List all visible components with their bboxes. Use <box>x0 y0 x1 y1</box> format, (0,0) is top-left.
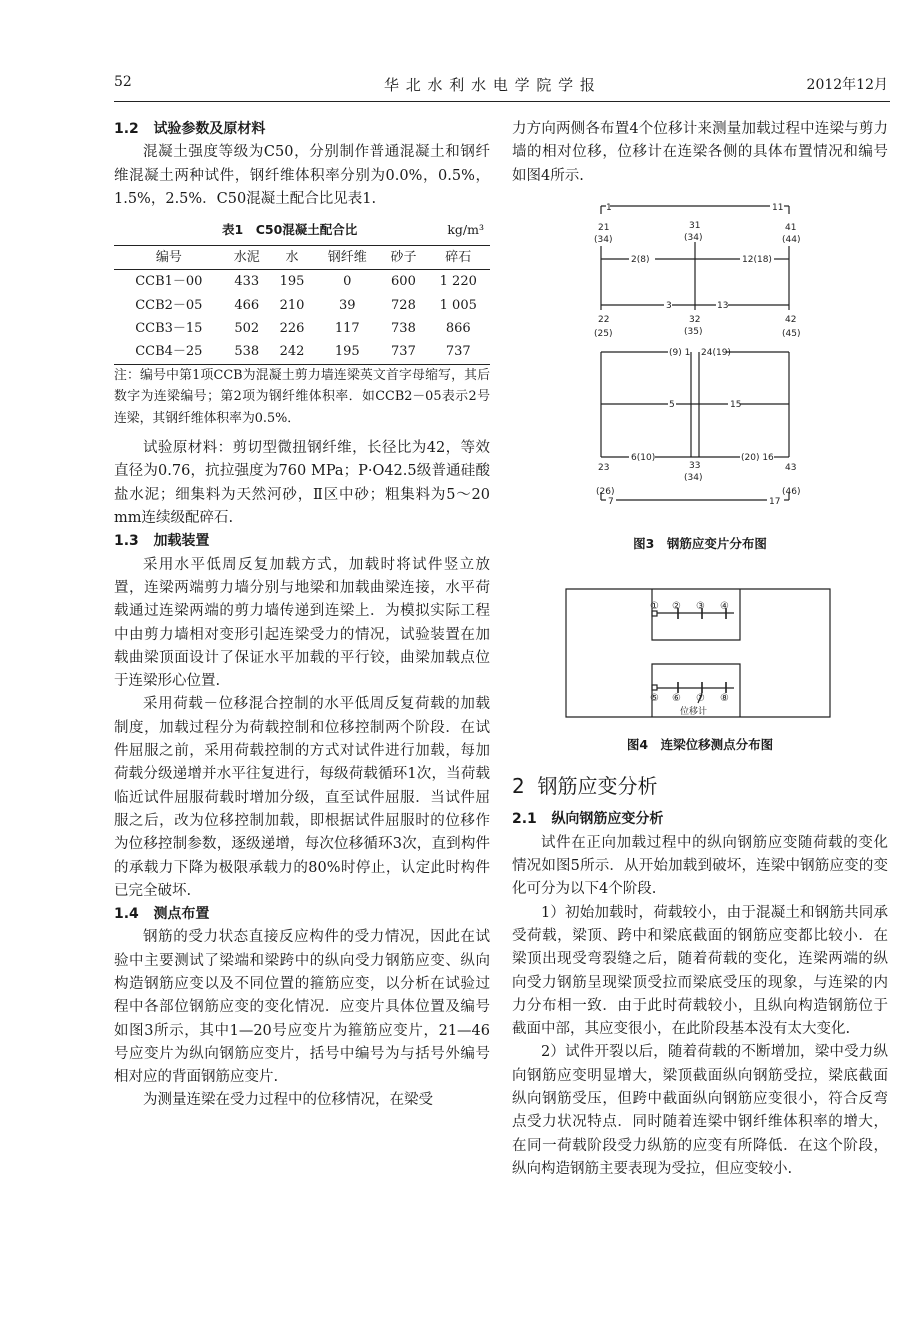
table-cell: 737 <box>445 344 471 360</box>
page-number: 52 <box>114 74 132 90</box>
displacement-point-5: ⑤ <box>650 693 659 705</box>
table-1 <box>114 245 490 364</box>
gauge-label: (26) <box>596 486 615 497</box>
gauge-label: 17 <box>769 496 781 507</box>
table-cell: 242 <box>279 344 305 360</box>
gauge-label: 33 <box>689 460 701 471</box>
section-1-2-heading <box>114 118 490 141</box>
table-row <box>114 270 490 294</box>
table-header-cell: 碎石 <box>445 250 472 266</box>
gauge-label: (35) <box>684 326 703 337</box>
gauge-label: (34) <box>684 472 703 483</box>
figure-4-caption: 图4 连梁位移测点分布图 <box>626 737 774 753</box>
section-title: 纵向钢筋应变分析 <box>551 811 664 828</box>
displacement-point-4: ④ <box>720 601 729 613</box>
table-header-cell: 水泥 <box>233 250 260 266</box>
section-title: 试验参数及原材料 <box>153 121 266 137</box>
gauge-label: 23 <box>598 462 610 473</box>
gauge-label: 1 <box>606 202 612 213</box>
table-row <box>114 340 490 364</box>
table-1-title-row <box>114 219 490 241</box>
gauge-label: 41 <box>785 222 797 233</box>
table-header-cell: 砂子 <box>390 250 417 266</box>
table-cell: 433 <box>234 274 260 290</box>
figure-3-strain-gauge-layout <box>512 202 888 524</box>
table-cell: 737 <box>391 344 416 360</box>
figure-3-caption: 图3 钢筋应变片分布图 <box>633 535 767 551</box>
section-2-heading <box>512 772 888 800</box>
table-header-cell: 编号 <box>155 250 182 266</box>
table-row <box>114 317 490 340</box>
right-column <box>512 118 888 1181</box>
table-cell: 117 <box>334 321 360 337</box>
journal-title: 华 北 水 利 水 电 学 院 学 报 <box>384 76 596 94</box>
paragraph: 采用水平低周反复加载方式，加载时将试件竖立放置，连梁两端剪力墙分别与地梁和加载曲梁连接，水平荷载通过连梁两端的剪力墙传递到连梁上．为模拟实际工程中由剪力墙相对变形引起连梁受力的情况，试验装置在加载曲梁顶面设计了保证水平加载的平行铰，曲梁加载点位于连梁形心位置. <box>114 556 490 690</box>
gauge-label: 5 <box>669 399 675 410</box>
section-title: 加载装置 <box>153 533 210 550</box>
displacement-point-7: ⑦ <box>696 693 705 705</box>
gauge-label: (20) 16 <box>741 452 774 463</box>
table-cell: CCB3－15 <box>135 321 203 337</box>
paragraph: 力方向两侧各布置4个位移计来测量加载过程中连梁与剪力墙的相对位移，位移计在连梁各侧的具体布置情况和编号如图4所示. <box>512 121 888 184</box>
table-cell: 1 220 <box>439 274 477 290</box>
section-number: 2 <box>512 774 525 799</box>
left-column <box>114 118 490 1113</box>
paragraph: 试验原材料：剪切型微扭钢纤维，长径比为42，等效直径为0.76，抗拉强度为760 MPa；P·O42.5级普通硅酸盐水泥；细集料为天然河砂，Ⅱ区中砂；粗集料为5～20 mm连续级配碎石. <box>114 440 490 527</box>
table-cell: 728 <box>391 297 416 313</box>
section-number: 2.1 <box>512 811 537 828</box>
header-rule <box>114 101 890 102</box>
table-1-note: 注：编号中第1项CCB为混凝土剪力墙连梁英文首字母缩写，其后数字为连梁编号；第2项为钢纤维体积率．如CCB2－05表示2号连梁，其钢纤维体积率为0.5%． <box>114 367 490 426</box>
table-cell: CCB4－25 <box>135 344 203 360</box>
displacement-point-6: ⑥ <box>672 693 681 705</box>
gauge-label: 11 <box>772 202 784 213</box>
table-cell: 738 <box>391 321 416 337</box>
gauge-label: 6(10) <box>631 452 656 463</box>
table-cell: 195 <box>334 344 360 360</box>
table-cell: CCB1－00 <box>135 274 203 290</box>
paragraph: 为测量连梁在受力过程中的位移情况，在梁受 <box>143 1092 433 1109</box>
gauge-label: (34) <box>594 234 613 245</box>
displacement-point-3: ③ <box>696 601 705 613</box>
gauge-label: 21 <box>598 222 610 233</box>
gauge-label: 42 <box>785 314 797 325</box>
gauge-label: 24(19) <box>701 347 731 358</box>
table-cell: 466 <box>234 297 260 313</box>
section-2-1-heading <box>512 808 888 831</box>
gauge-label: 43 <box>785 462 797 473</box>
gauge-label: (34) <box>684 232 703 243</box>
paragraph: 钢筋的受力状态直接反应构件的受力情况，因此在试验中主要测试了梁端和梁跨中的纵向受力钢筋应变、纵向构造钢筋应变以及不同位置的箍筋应变，以分析在试验过程中各部位钢筋应变的变化情况．应变片具体位置及编号如图3所示，其中1—20号应变片为箍筋应变片，21—46号应变片为纵向钢筋应变片，括号中编号为与括号外编号相对应的背面钢筋应变片. <box>114 929 490 1086</box>
gauge-label: (25) <box>594 328 613 339</box>
table-row <box>114 294 490 317</box>
gauge-label: (45) <box>782 328 801 339</box>
table-cell: CCB2－05 <box>135 297 203 313</box>
table-1-title: 表1 C50混凝土配合比 <box>222 222 358 238</box>
gauge-label: (9) 1 <box>669 347 691 358</box>
displacement-point-1: ① <box>650 601 659 613</box>
section-number: 1.2 <box>114 121 139 137</box>
section-title: 钢筋应变分析 <box>537 774 658 799</box>
gauge-label: 31 <box>689 220 701 231</box>
gauge-label: 3 <box>666 300 672 311</box>
paragraph: 1）初始加载时，荷载较小，由于混凝土和钢筋共同承受荷载，梁顶、跨中和梁底截面的钢筋应变都比较小．在梁顶出现受弯裂缝之后，随着荷载的变化，连梁两端的纵向受力钢筋呈现梁顶受拉而梁底受压的现象，与连梁的内力分布相一致．由于此时荷载较小，且纵向构造钢筋位于截面中部，其应变很小，在此阶段基本没有太大变化. <box>512 904 888 1038</box>
gauge-label: 7 <box>608 496 614 507</box>
displacement-point-2: ② <box>672 601 681 613</box>
table-cell: 195 <box>279 274 305 290</box>
paragraph: 混凝土强度等级为C50，分别制作普通混凝土和钢纤维混凝土两种试件，钢纤维体积率分别为0.0%，0.5%，1.5%，2.5%．C50混凝土配合比见表1. <box>114 144 490 207</box>
gauge-label: (44) <box>782 234 801 245</box>
table-header-cell: 钢纤维 <box>327 250 367 266</box>
table-cell: 210 <box>279 297 305 313</box>
table-cell: 226 <box>279 321 305 337</box>
section-1-3-heading <box>114 530 490 553</box>
table-cell: 600 <box>391 274 416 290</box>
table-1-unit: kg/m³ <box>447 222 484 238</box>
table-header-row <box>114 246 490 270</box>
section-title: 测点布置 <box>153 906 210 923</box>
table-cell: 0 <box>343 274 352 290</box>
gauge-label: 22 <box>598 314 610 325</box>
paragraph: 采用荷载－位移混合控制的水平低周反复荷载的加载制度，加载过程分为荷载控制和位移控制两个阶段．在试件屈服之前，采用荷载控制的方式对试件进行加载，每加荷载分级递增并水平往复进行，每级荷载循环1次，当荷载临近试件屈服荷载时增加分级，直至试件屈服．当试件屈服之后，改为位移控制加载，即根据试件屈服时的位移作为位移控制参数，逐级递增，每次位移循环3次，直到构件的承载力下降为极限承载力的80%时停止，认定此时构件已完全破坏. <box>114 696 490 899</box>
displacement-point-8: ⑧ <box>720 693 729 705</box>
table-cell: 1 005 <box>439 297 477 313</box>
section-number: 1.3 <box>114 533 139 550</box>
table-cell: 39 <box>338 297 356 313</box>
issue-date: 2012年12月 <box>806 77 888 93</box>
table-cell: 502 <box>234 321 260 337</box>
gauge-label: (46) <box>782 486 801 497</box>
gauge-label: 32 <box>689 314 701 325</box>
section-1-4-heading <box>114 903 490 926</box>
gauge-label: 12(18) <box>742 254 772 265</box>
paragraph: 试件在正向加载过程中的纵向钢筋应变随荷载的变化情况如图5所示．从开始加载到破坏，连梁中钢筋应变的变化可分为以下4个阶段. <box>512 834 888 898</box>
paragraph: 2）试件开裂以后，随着荷载的不断增加，梁中受力纵向钢筋应变明显增大，梁顶截面纵向钢筋受拉，梁底截面纵向钢筋受压，但跨中截面纵向钢筋应变很小，符合反弯点受力状况特点．同时随着连梁中钢纤维体积率的增大，在同一荷载阶段受力纵筋的应变有所降低．在这个阶段，纵向构造钢筋主要表现为受拉，但应变较小. <box>512 1044 888 1177</box>
section-number: 1.4 <box>114 906 139 923</box>
displacement-meter-label: 位移计 <box>680 707 708 718</box>
figure-4-displacement-layout <box>512 577 888 727</box>
gauge-label: 13 <box>717 300 729 311</box>
table-cell: 866 <box>445 321 471 337</box>
gauge-label: 2(8) <box>631 254 650 265</box>
table-cell: 538 <box>234 344 260 360</box>
table-header-cell: 水 <box>285 250 299 266</box>
gauge-label: 15 <box>730 399 742 410</box>
